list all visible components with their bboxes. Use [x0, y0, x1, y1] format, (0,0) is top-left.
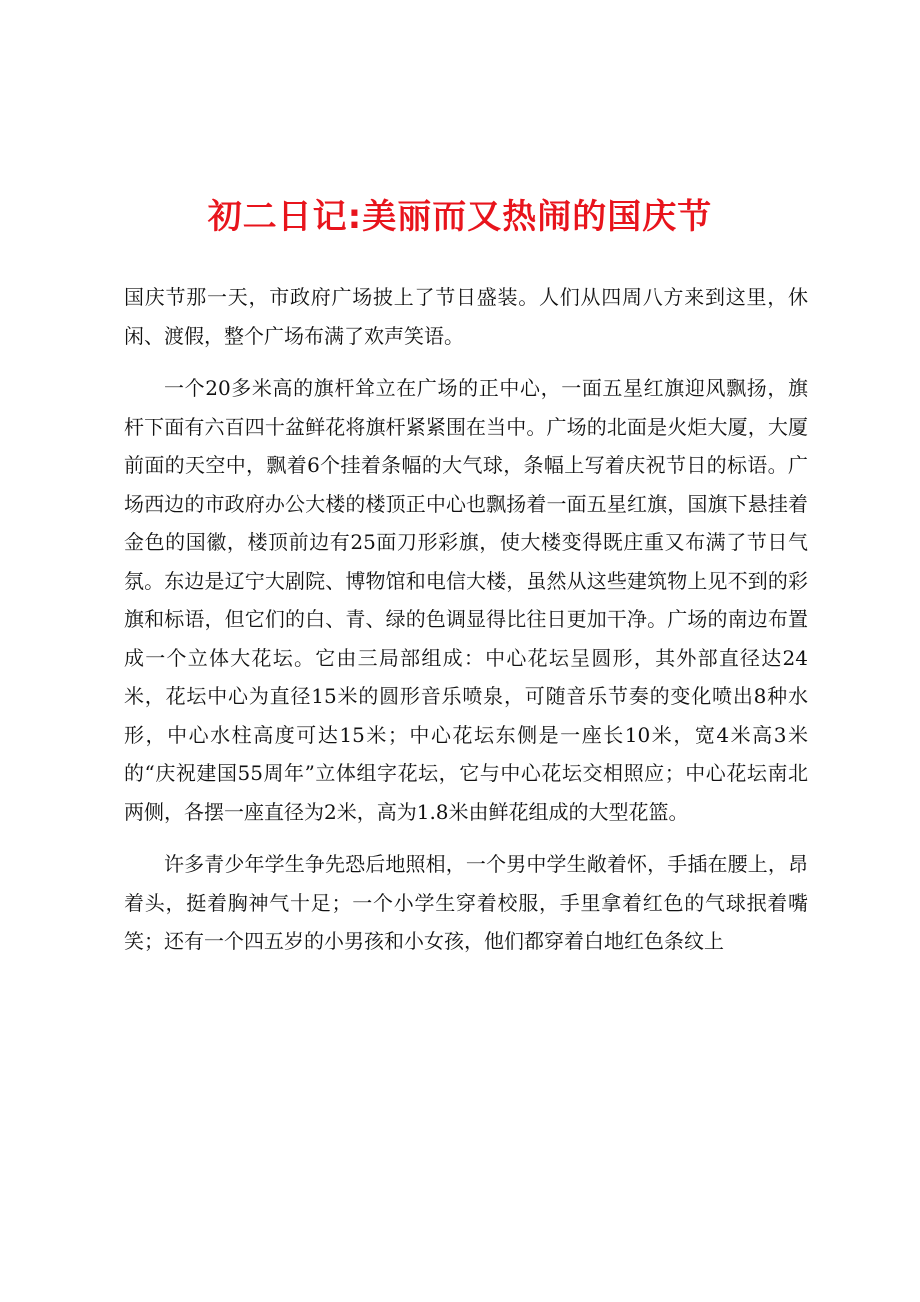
paragraph-2: 一个20多米高的旗杆耸立在广场的正中心，一面五星红旗迎风飘扬，旗杆下面有六百四十盆鲜花将旗杆紧紧围在当中。广场的北面是火炬大厦，大厦前面的天空中，飘着6个挂着条幅的大气球，条幅上写着庆祝节日的标语。广场西边的市政府办公大楼的楼顶正中心也飘扬着一面五星红旗，国旗下悬挂着金色的国徽，楼顶前边有25面刀形彩旗，使大楼变得既庄重又布满了节日气氛。东边是辽宁大剧院、博物馆和电信大楼，虽然从这些建筑物上见不到的彩旗和标语，但它们的白、青、绿的色调显得比往日更加干净。广场的南边布置成一个立体大花坛。它由三局部组成：中心花坛呈圆形，其外部直径达24米，花坛中心为直径15米的圆形音乐喷泉，可随音乐节奏的变化喷出8种水形，中心水柱高度可达15米；中心花坛东侧是一座长10米，宽4米高3米的“庆祝建国55周年”立体组字花坛，它与中心花坛交相照应；中心花坛南北两侧，各摆一座直径为2米，高为1.8米由鲜花组成的大型花篮。	[124, 376, 808, 824]
document-body	[124, 278, 808, 961]
document-title: 初二日记:美丽而又热闹的国庆节	[207, 197, 713, 237]
paragraph-3: 许多青少年学生争先恐后地照相，一个男中学生敞着怀，手插在腰上，昂着头，挺着胸神气十足；一个小学生穿着校服，手里拿着红色的气球抿着嘴笑；还有一个四五岁的小男孩和小女孩，他们都穿着白地红色条纹上	[124, 852, 808, 953]
paragraph-1: 国庆节那一天，市政府广场披上了节日盛装。人们从四周八方来到这里，休闲、渡假，整个广场布满了欢声笑语。	[124, 285, 808, 348]
